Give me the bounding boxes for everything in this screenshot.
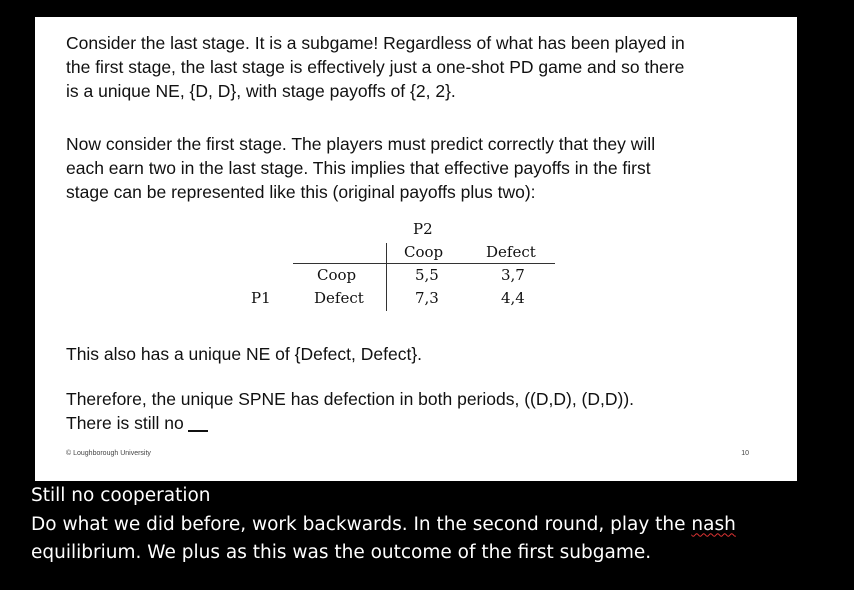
last-stage-paragraph — [66, 31, 766, 103]
column-header-coop: Coop — [404, 243, 444, 261]
spellcheck-flagged-word[interactable]: nash — [691, 513, 736, 535]
slide-panel — [35, 17, 797, 481]
note-line: equilibrium. We plus as this was the outcome of the first subgame. — [31, 542, 652, 563]
row-header-defect: Defect — [314, 289, 364, 307]
text-line: Now consider the first stage. The players must predict correctly that they will — [66, 134, 656, 154]
text-line: stage can be represented like this (original payoffs plus two): — [66, 182, 536, 202]
matrix-horizontal-rule — [293, 263, 555, 264]
row-player-label: P1 — [251, 289, 271, 307]
fill-in-blank — [188, 413, 208, 432]
column-header-defect: Defect — [486, 243, 536, 261]
spne-paragraph — [66, 387, 766, 435]
text-line — [66, 411, 766, 435]
note-text: Do what we did before, work backwards. In the second round, play the — [31, 513, 692, 535]
text-line: is a unique NE, {D, D}, with stage payoffs of {2, 2}. — [66, 81, 456, 101]
copyright-notice: © Loughborough University — [66, 450, 151, 457]
text-line: Therefore, the unique SPNE has defection in both periods, ((D,D), (D,D)). — [66, 389, 635, 409]
row-header-coop: Coop — [317, 266, 357, 284]
payoff-cell: 5,5 — [415, 266, 439, 284]
ne-paragraph: This also has a unique NE of {Defect, Defect}. — [66, 344, 423, 364]
text-line: Consider the last stage. It is a subgame! Regardless of what has been played in — [66, 33, 685, 53]
text-line: each earn two in the last stage. This implies that effective payoffs in the first — [66, 158, 651, 178]
payoff-cell: 3,7 — [501, 266, 525, 284]
page-number: 10 — [741, 450, 749, 457]
payoff-cell: 7,3 — [415, 289, 439, 307]
column-player-label: P2 — [413, 220, 433, 238]
text-fragment: There is still no — [66, 413, 184, 433]
note-line: Still no cooperation — [31, 485, 211, 506]
note-line — [31, 511, 831, 540]
notes-area[interactable] — [31, 482, 831, 568]
matrix-vertical-rule — [386, 243, 387, 311]
first-stage-paragraph — [66, 132, 766, 204]
text-line: the first stage, the last stage is effectively just a one-shot PD game and so there — [66, 57, 685, 77]
payoff-cell: 4,4 — [501, 289, 525, 307]
